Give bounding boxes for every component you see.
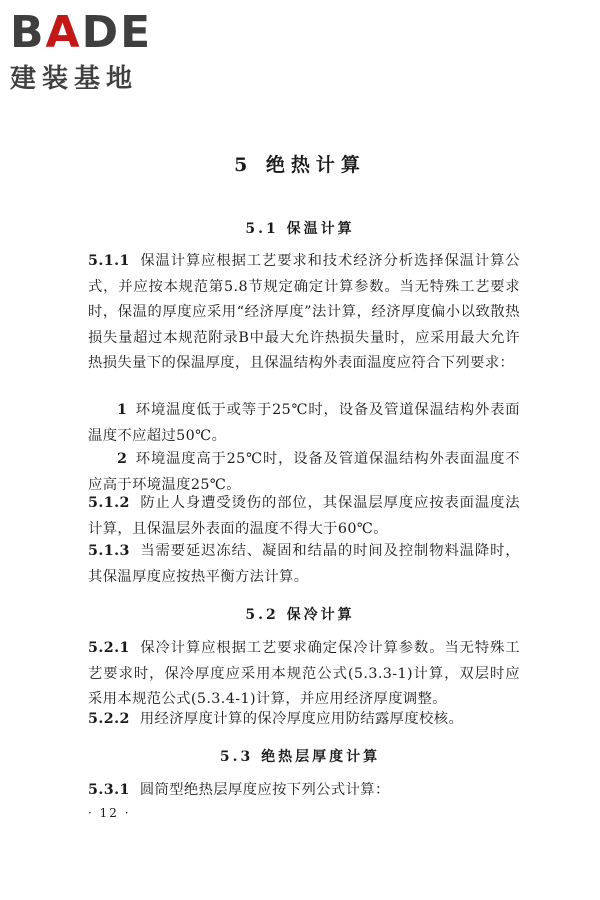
clause-text: 保温计算应根据工艺要求和技术经济分析选择保温计算公式，并应按本规范第5.8节规定确定计算参数。当无特殊工艺要求时，保温的厚度应采用“经济厚度”法计算，经济厚度偏小以致散热损失量超过本规范附录B中最大允许热损失量时，应采用最大允许热损失量下的保温厚度，且保温结构外表面温度应符合下列要求： (88, 253, 520, 372)
logo-subtitle: 建装基地 (10, 64, 139, 94)
clause-5-1-3 (88, 539, 520, 590)
logo-wordmark: BADE (10, 7, 153, 58)
clause-number: 5.1.3 (88, 543, 130, 559)
clause-5-1-1-item-1 (88, 398, 520, 449)
clause-5-3-1 (88, 778, 520, 804)
brand-logo (10, 8, 152, 95)
item-number: 2 (117, 451, 128, 467)
item-text: 环境温度高于25℃时，设备及管道保温结构外表面温度不应高于环境温度25℃。 (88, 451, 520, 493)
section-heading-5-1: 5.1 保温计算 (245, 221, 355, 237)
section-heading-5-2: 5.2 保冷计算 (245, 607, 355, 623)
clause-number: 5.2.1 (88, 640, 130, 656)
clause-5-2-1 (88, 636, 520, 713)
clause-5-1-1 (88, 249, 520, 377)
clause-number: 5.1.1 (88, 253, 130, 269)
clause-5-1-2 (88, 491, 520, 542)
chapter-title: 5 绝热计算 (234, 154, 366, 176)
clause-text: 保冷计算应根据工艺要求确定保冷计算参数。当无特殊工艺要求时，保冷厚度应采用本规范公式(5.3.3-1)计算，双层时应采用本规范公式(5.3.4-1)计算，并应用经济厚度调整。 (88, 640, 520, 708)
page-number: · 12 · (88, 806, 131, 820)
clause-number: 5.1.2 (88, 495, 130, 511)
clause-number: 5.2.2 (88, 711, 130, 727)
clause-number: 5.3.1 (88, 782, 130, 798)
clause-5-2-2 (88, 707, 520, 733)
section-heading-5-3: 5.3 绝热层厚度计算 (219, 749, 381, 765)
item-text: 环境温度低于或等于25℃时，设备及管道保温结构外表面温度不应超过50℃。 (88, 402, 520, 444)
clause-text: 当需要延迟冻结、凝固和结晶的时间及控制物料温降时，其保温厚度应按热平衡方法计算。 (88, 543, 520, 585)
clause-text: 防止人身遭受烫伤的部位，其保温层厚度应按表面温度法计算，且保温层外表面的温度不得大于60℃。 (88, 495, 520, 537)
item-number: 1 (117, 402, 128, 418)
clause-text: 圆筒型绝热层厚度应按下列公式计算： (139, 782, 390, 798)
clause-text: 用经济厚度计算的保冷厚度应用防结露厚度校核。 (139, 711, 464, 727)
